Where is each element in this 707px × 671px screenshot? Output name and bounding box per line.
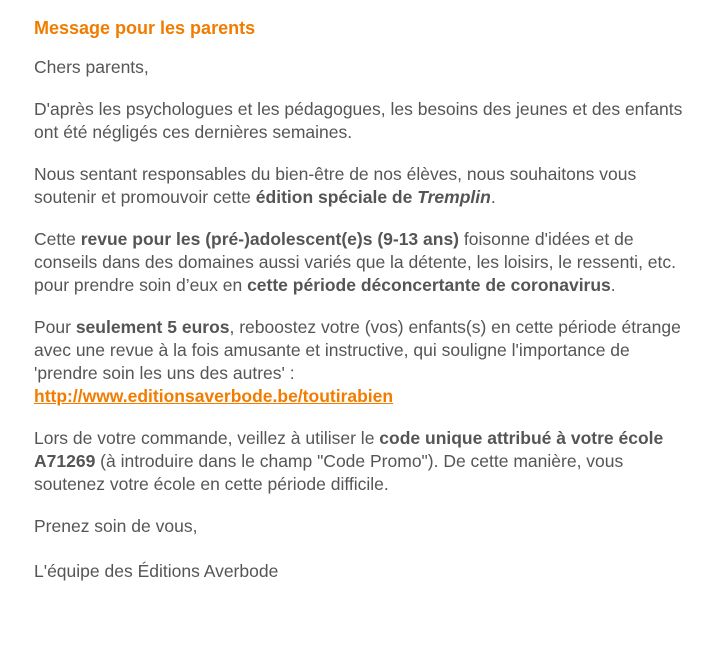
p4-text-2: , reboostez votre (vos) enfants(s) en cette période étrange avec une revue à la fois amusante et instructive, qui souligne l'importance de 'prendre soin les uns des autres' : [34, 317, 681, 383]
closing: Prenez soin de vous, [34, 516, 198, 536]
paragraph-2 [34, 163, 687, 209]
paragraph-4 [34, 316, 687, 408]
paragraph-5 [34, 427, 687, 496]
p3-bold-1: revue pour les (pré-)adolescent(e)s (9-13 ans) [80, 229, 460, 249]
p5-text-1: Lors de votre commande, veillez à utiliser le [34, 428, 380, 448]
p3-text-3: . [610, 275, 616, 295]
order-link[interactable]: http://www.editionsaverbode.be/toutirabien [34, 386, 394, 406]
p2-text-2: . [490, 187, 496, 207]
p5-text-2: (à introduire dans le champ "Code Promo"). De cette manière, vous soutenez votre école en cette période difficile. [34, 451, 624, 494]
p4-bold-1: seulement 5 euros [75, 317, 230, 337]
p3-bold-2: cette période déconcertante de coronavirus [247, 275, 611, 295]
p2-bold-1 [256, 187, 491, 207]
p5-bold-1: code unique attribué à votre école A71269 [34, 428, 664, 471]
p3-text-2: foisonne d'idées et de conseils dans des domaines aussi variés que la détente, les loisirs, le ressenti, etc. pour prendre soin d’eux en [34, 229, 676, 295]
message-title: Message pour les parents [34, 18, 256, 38]
p2-bold-text: édition spéciale de [255, 187, 418, 207]
p2-bold-italic: Tremplin [417, 187, 491, 207]
p4-text-1: Pour [34, 317, 76, 337]
paragraph-1: D'après les psychologues et les pédagogues, les besoins des jeunes et des enfants ont été négligés ces dernières semaines. [34, 99, 683, 142]
p2-text-1: Nous sentant responsables du bien-être de nos élèves, nous souhaitons vous soutenir et promouvoir cette [34, 164, 637, 207]
paragraph-3 [34, 228, 687, 297]
p3-text-1: Cette [34, 229, 81, 249]
signature: L'équipe des Éditions Averbode [34, 561, 279, 581]
greeting: Chers parents, [34, 57, 149, 77]
